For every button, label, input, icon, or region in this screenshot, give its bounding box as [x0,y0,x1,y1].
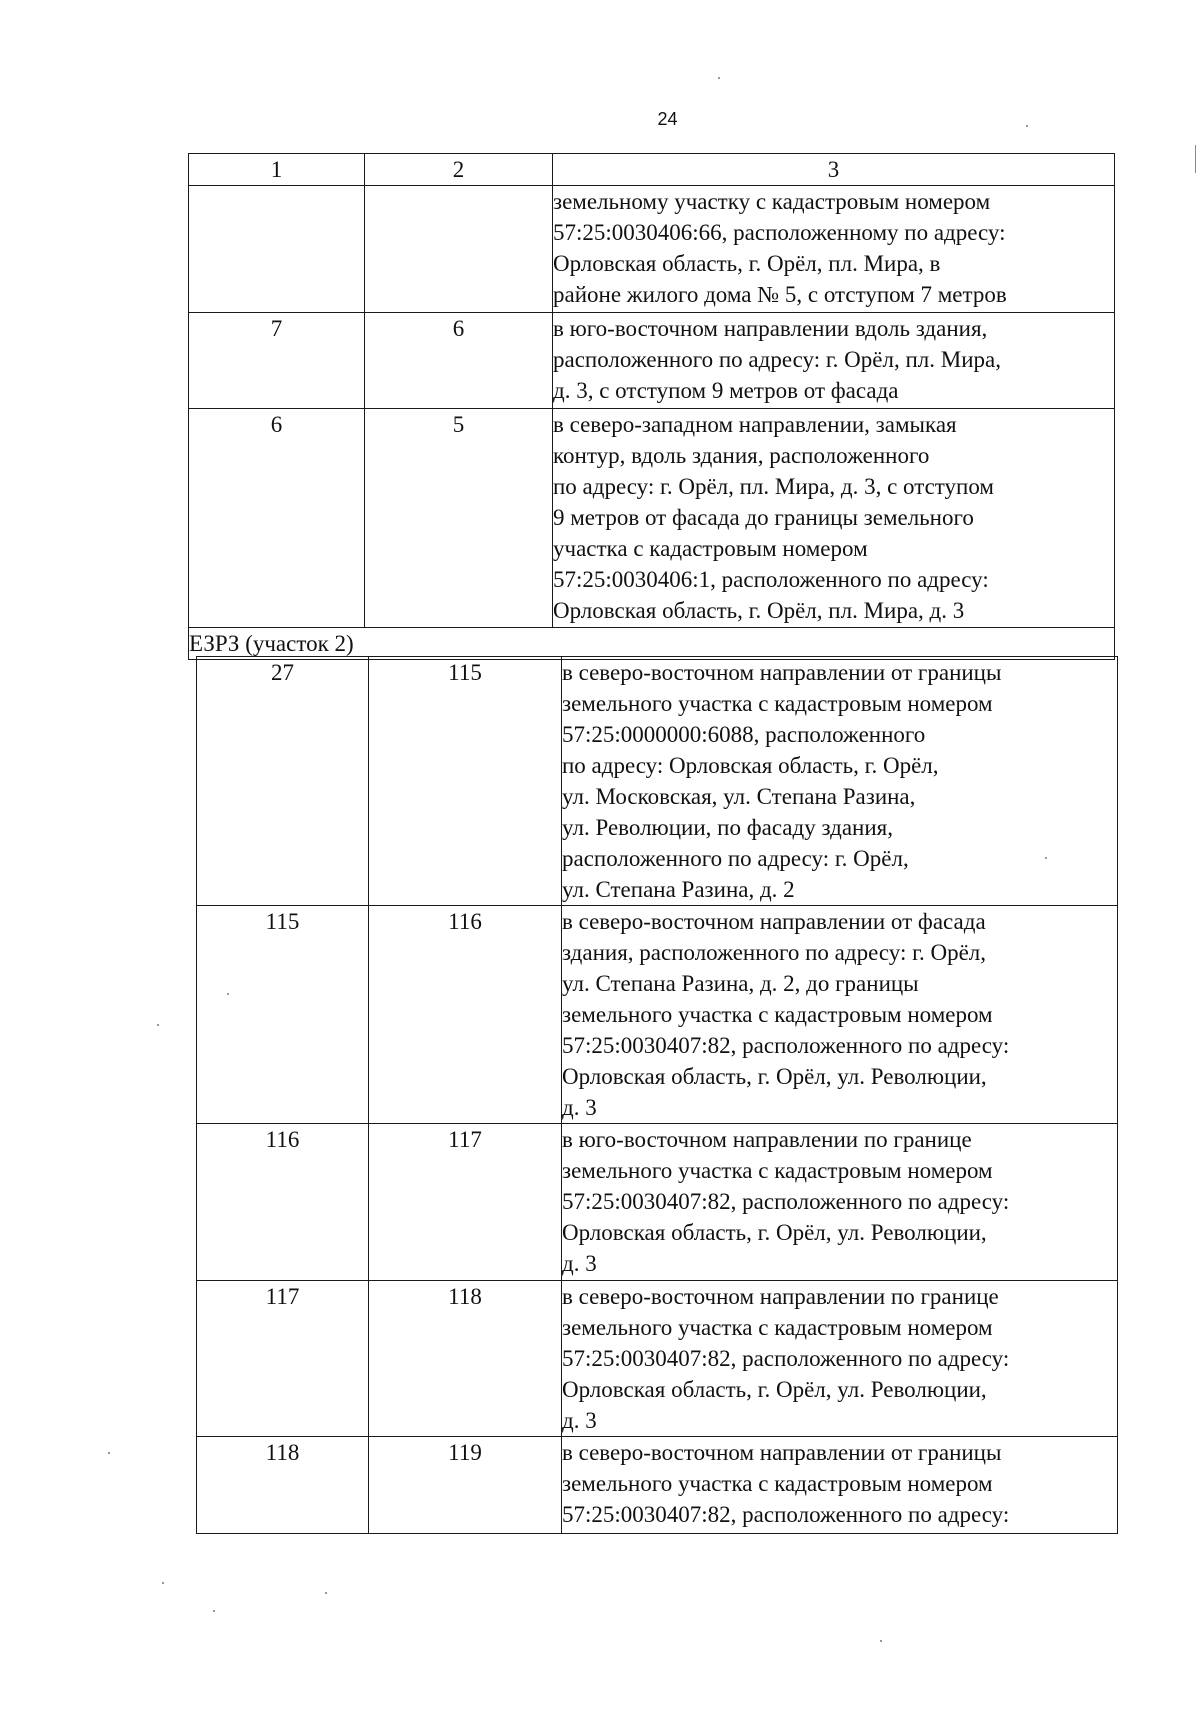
point-from-cell: 116 [197,1124,369,1281]
point-from-cell: 117 [197,1281,369,1437]
table-header-row [189,154,1115,186]
scan-speck [227,993,229,995]
point-to-cell: 119 [369,1437,562,1534]
point-from-cell: 118 [197,1437,369,1534]
column-header-3: 3 [553,154,1115,186]
table-row [189,186,1115,313]
table-row [189,313,1115,409]
point-to-cell: 116 [369,906,562,1124]
section-label: ЕЗРЗ (участок 2) [189,628,1115,660]
point-from-cell [189,186,365,313]
point-to-cell: 5 [365,409,553,628]
column-header-2: 2 [365,154,553,186]
table-row [197,1437,1118,1534]
scan-speck [162,1582,164,1584]
point-to-cell: 118 [369,1281,562,1437]
section-row [189,628,1115,660]
scan-speck [157,1024,159,1026]
point-from-cell: 7 [189,313,365,409]
table-row [189,409,1115,628]
table-row [197,906,1118,1124]
boundary-description-cell: в северо-западном направлении, замыкая контур, вдоль здания, расположенного по адресу: г. Орёл, пл. Мира, д. 3, с отступом 9 метров от фасада до границы земельного участка с кадастровым номером 57:25:0030406:1, расположенного по адресу: Орловская область, г. Орёл, пл. Мира, д. 3 [553,409,1115,628]
scan-speck [1045,857,1047,859]
point-from-cell: 115 [197,906,369,1124]
point-from-cell: 27 [197,657,369,906]
boundary-description-cell: в северо-восточном направлении по границе земельного участка с кадастровым номером 57:25:0030407:82, расположенного по адресу: Орловская область, г. Орёл, ул. Революции, д. 3 [562,1281,1118,1437]
boundary-description-cell: в юго-восточном направлении вдоль здания, расположенного по адресу: г. Орёл, пл. Мира, д. 3, с отступом 9 метров от фасада [553,313,1115,409]
boundary-description-cell: в северо-восточном направлении от границы земельного участка с кадастровым номером 57:25:0000000:6088, расположенного по адресу: Орловская область, г. Орёл, ул. Московская, ул. Степана Разина, ул. Революции, по фасаду здания, расположенного по адресу: г. Орёл, ул. Степана Разина, д. 2 [562,657,1118,906]
boundary-description-cell: земельному участку с кадастровым номером 57:25:0030406:66, расположенному по адресу: Орловская область, г. Орёл, пл. Мира, в районе жилого дома № 5, с отступом 7 метров [553,186,1115,313]
scan-speck [718,77,720,79]
boundary-description-cell: в юго-восточном направлении по границе земельного участка с кадастровым номером 57:25:0030407:82, расположенного по адресу: Орловская область, г. Орёл, ул. Революции, д. 3 [562,1124,1118,1281]
boundary-description-cell: в северо-восточном направлении от границы земельного участка с кадастровым номером 57:25:0030407:82, расположенного по адресу: [562,1437,1118,1534]
point-to-cell: 115 [369,657,562,906]
scan-speck [213,1610,215,1612]
table-row [197,1281,1118,1437]
point-from-cell: 6 [189,409,365,628]
boundary-table-upper [188,153,1115,660]
point-to-cell [365,186,553,313]
boundary-description-cell: в северо-восточном направлении от фасада здания, расположенного по адресу: г. Орёл, ул. Степана Разина, д. 2, до границы земельного участка с кадастровым номером 57:25:0030407:82, расположенного по адресу: Орловская область, г. Орёл, ул. Революции, д. 3 [562,906,1118,1124]
table-row [197,657,1118,906]
boundary-table-lower [196,656,1118,1534]
scan-mark [1195,145,1196,173]
table-row [197,1124,1118,1281]
page-number: 24 [657,109,678,129]
scan-speck [325,1592,327,1594]
scan-speck [108,1452,110,1454]
scan-speck [1026,125,1028,127]
scan-speck [880,1640,882,1642]
point-to-cell: 6 [365,313,553,409]
point-to-cell: 117 [369,1124,562,1281]
column-header-1: 1 [189,154,365,186]
